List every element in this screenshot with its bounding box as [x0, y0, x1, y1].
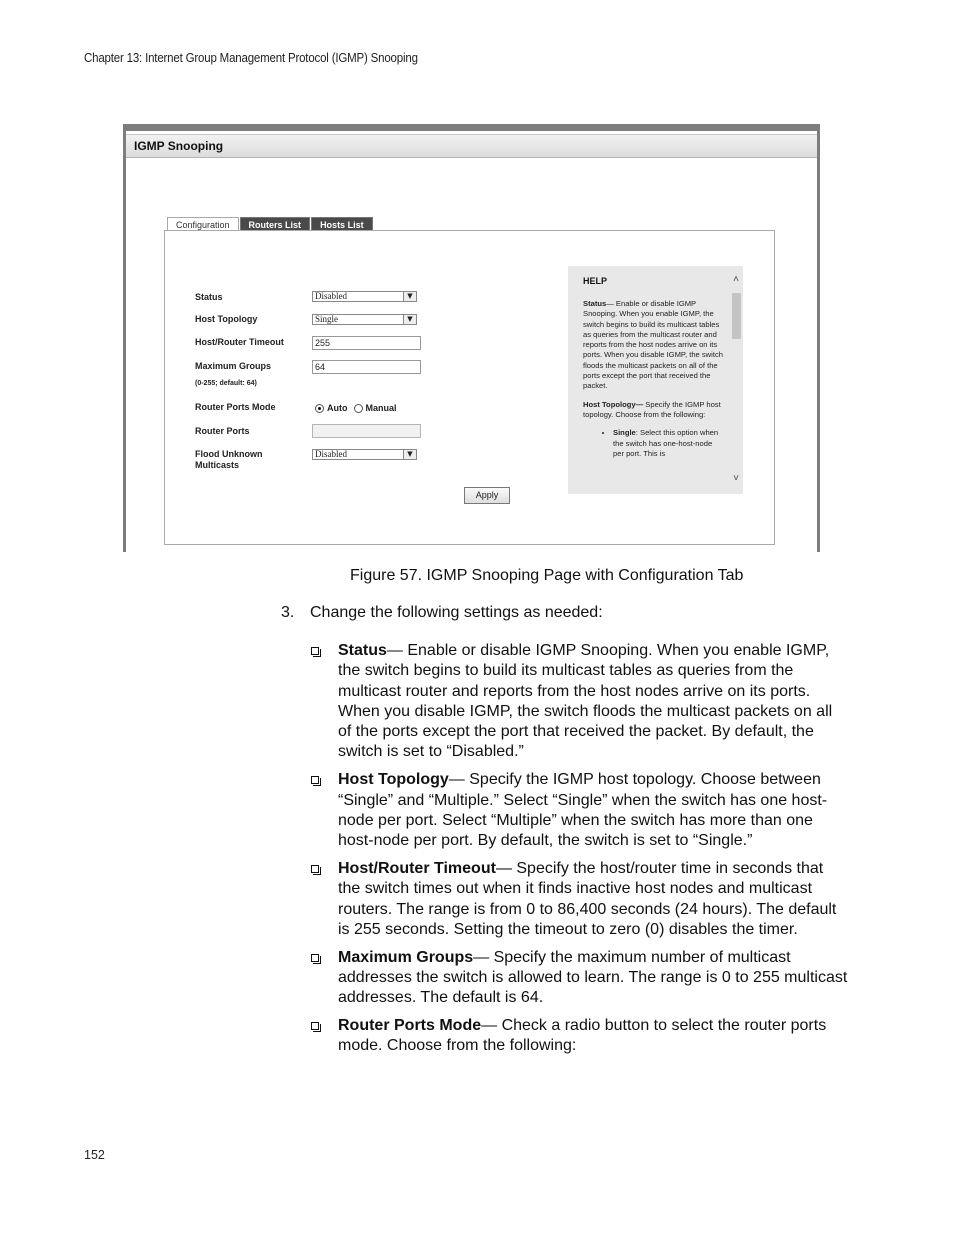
- maximum-groups-label: Maximum Groups: [195, 361, 272, 371]
- chevron-up-icon[interactable]: ˄: [733, 274, 739, 285]
- step-3: [281, 604, 603, 622]
- chevron-down-icon: ▼: [403, 292, 416, 301]
- help-status-term: Status: [583, 299, 607, 308]
- host-topology-label: Host Topology: [195, 314, 258, 324]
- settings-list: [309, 641, 849, 1064]
- checkbox-bullet-icon: [311, 647, 319, 655]
- maximum-groups-hint: (0-255; default: 64): [195, 380, 257, 387]
- help-scrollbar[interactable]: [729, 274, 743, 484]
- chevron-down-icon: ▼: [403, 450, 416, 459]
- list-item: [309, 641, 849, 763]
- checkbox-bullet-icon: [311, 954, 319, 962]
- bullet-text: — Check a radio button to select the router ports mode. Choose from the following:: [338, 1017, 827, 1055]
- step-number: 3.: [281, 604, 295, 621]
- help-topology-term: Host Topology—: [583, 399, 644, 409]
- figure-caption: Figure 57. IGMP Snooping Page with Configuration Tab: [350, 567, 744, 584]
- bullet-text: — Enable or disable IGMP Snooping. When you enable IGMP, the switch begins to build its multicast tables as queries from the multicast router and reports from the host nodes arrive on its ports. When you disable IGMP, the switch floods the multicast packets on all of the ports except the port that received the packet. By default, the switch is set to “Disabled.”: [338, 642, 833, 761]
- maximum-groups-input[interactable]: 64: [312, 360, 421, 374]
- help-text: [583, 299, 723, 459]
- help-topology-text: Specify the IGMP host topology. Choose from the following:: [583, 399, 721, 419]
- step-text: Change the following settings as needed:: [310, 604, 603, 621]
- page-number: 152: [84, 1148, 105, 1162]
- configuration-panel: [164, 230, 775, 545]
- tab-configuration[interactable]: Configuration: [167, 217, 239, 232]
- help-status-text: — Enable or disable IGMP Snooping. When you enable IGMP, the switch begins to build its multicast tables as queries from the multicast router and reports from the host nodes arrive on its ports. When you disable IGMP, the switch floods the multicast packets on all of the ports except the port that received the packet.: [583, 299, 723, 391]
- help-single-term: Single: [613, 428, 636, 438]
- help-single-text: : Select this option when the switch has one-host-node per port. This is: [613, 428, 719, 458]
- router-ports-label: Router Ports: [195, 426, 250, 436]
- host-topology-select-value: Single: [315, 314, 339, 324]
- status-label: Status: [195, 292, 223, 302]
- scroll-thumb[interactable]: [732, 293, 741, 339]
- radio-auto[interactable]: [315, 404, 324, 413]
- apply-button[interactable]: Apply: [464, 487, 510, 504]
- igmp-snooping-screenshot: [123, 124, 820, 552]
- chevron-down-icon: ▼: [403, 315, 416, 324]
- bullet-term: Host Topology: [338, 771, 449, 789]
- running-head: Chapter 13: Internet Group Management Protocol (IGMP) Snooping: [84, 51, 418, 65]
- router-ports-input[interactable]: [312, 424, 421, 438]
- flood-unknown-label-2: Multicasts: [195, 460, 240, 470]
- checkbox-bullet-icon: [311, 865, 319, 873]
- host-router-timeout-input[interactable]: 255: [312, 336, 421, 350]
- list-item: [309, 859, 849, 940]
- radio-manual-label: Manual: [365, 403, 397, 413]
- flood-unknown-select-value: Disabled: [315, 449, 347, 459]
- list-item: [309, 770, 849, 851]
- flood-unknown-select[interactable]: [312, 449, 417, 460]
- bullet-text: — Specify the host/router time in seconds that the switch times out when it finds inactive host nodes and multicast routers. The range is from 0 to 86,400 seconds (24 hours). The default is 255 seconds. Setting the timeout to zero (0) disables the timer.: [338, 859, 837, 938]
- checkbox-bullet-icon: [311, 776, 319, 784]
- bullet-term: Maximum Groups: [338, 948, 474, 966]
- host-router-timeout-label: Host/Router Timeout: [195, 337, 284, 347]
- host-topology-select[interactable]: [312, 314, 417, 325]
- tab-hosts-list[interactable]: Hosts List: [311, 217, 373, 232]
- router-ports-mode-radios: [315, 403, 397, 413]
- panel-title: IGMP Snooping: [126, 134, 817, 158]
- status-select[interactable]: [312, 291, 417, 302]
- bullet-term: Router Ports Mode: [338, 1017, 482, 1035]
- checkbox-bullet-icon: [311, 1022, 319, 1030]
- list-item: [309, 948, 849, 1009]
- bullet-text: — Specify the maximum number of multicast addresses the switch is allowed to learn. The range is 0 to 255 multicast addresses. The default is 64.: [338, 948, 848, 1007]
- bullet-text: — Specify the IGMP host topology. Choose between “Single” and “Multiple.” Select “Single” when the switch has one host-node per port. Select “Multiple” when the switch has more than one host-node per port. By default, the switch is set to “Single.”: [338, 771, 828, 850]
- router-ports-mode-label: Router Ports Mode: [195, 402, 276, 412]
- help-title: HELP: [583, 276, 608, 286]
- list-item: [309, 1016, 849, 1057]
- flood-unknown-label-1: Flood Unknown: [195, 449, 263, 459]
- tab-routers-list[interactable]: Routers List: [240, 217, 311, 232]
- status-select-value: Disabled: [315, 291, 347, 301]
- bullet-term: Status: [338, 642, 387, 659]
- bullet-term: Host/Router Timeout: [338, 859, 496, 877]
- help-panel: [568, 266, 743, 494]
- radio-manual[interactable]: [354, 404, 363, 413]
- radio-auto-label: Auto: [327, 403, 348, 413]
- chevron-down-icon[interactable]: ˅: [733, 473, 739, 484]
